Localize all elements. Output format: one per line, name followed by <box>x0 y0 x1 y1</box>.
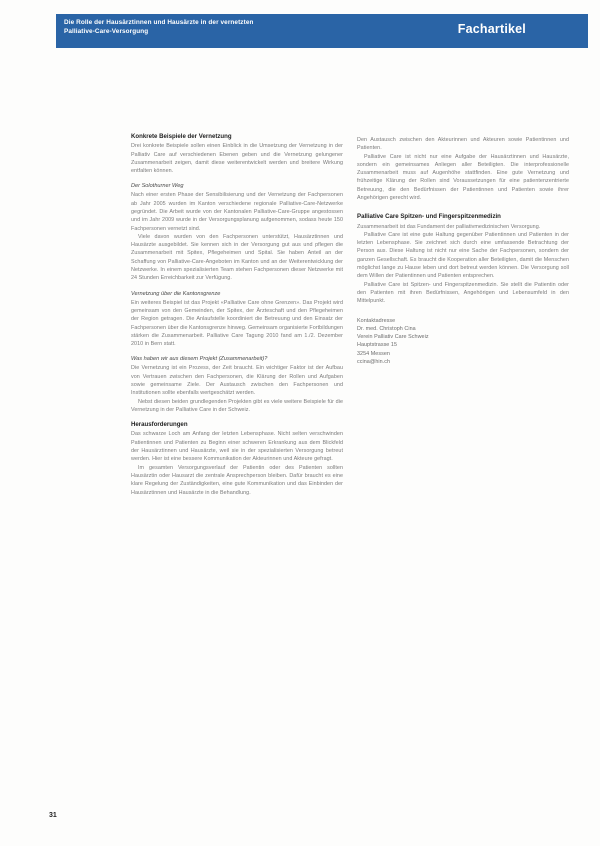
contact-email[interactable]: ccina@hin.ch <box>357 359 391 366</box>
contact-block <box>357 317 569 367</box>
header-banner <box>56 14 588 48</box>
paragraph: Viele davon wurden von den Fachpersonen unterstützt, Hausärztinnen und Hausärzte ausgebildet. Sie kennen sich in der Versorgung gut aus und pflegen die Zusammenarbeit mit Spitex, Pflegeheimen und Spital. Sie haben Anteil an der Schaffung von Palliative-Care-Angeboten im Kanton und an der Weiterentwicklung der Netzwerke. In einem spezialisierten Team stehen Fachpersonen dieser Netzwerke mit 24 Stunden Erreichbarkeit zur Verfügung. <box>131 233 343 282</box>
paragraph: Nebst diesen beiden grundlegenden Projekten gibt es viele weitere Beispiele für die Vernetzung in der Palliative Care in der Schweiz. <box>131 398 343 413</box>
paragraph: Palliative Care ist nicht nur eine Aufgabe der Hausärztinnen und Hausärzte, sondern ein gemeinsames Anliegen aller Beteiligten. Die interprofessionelle Zusammenarbeit muss auf Augenhöhe stattfinden. Eine gute Vernetzung und frühzeitige Klärung der Rollen sind Voraussetzungen für eine patientenzentrierte Betreuung, die den Bedürfnissen der Patientinnen und Patienten sowie ihrer Angehörigen gerecht wird. <box>357 153 569 202</box>
article-title-line-2: Palliative-Care-Versorgung <box>64 27 149 35</box>
heading-examples: Konkrete Beispiele der Vernetzung <box>131 133 232 140</box>
heading-challenges: Herausforderungen <box>131 421 188 429</box>
paragraph: Drei konkrete Beispiele sollen einen Einblick in die Umsetzung der Vernetzung in der Palliativ Care auf verschiedenen Ebenen geben und die Vernetzung gelungener Zusammenarbeit zeigen, damit diese weiterentwickelt werden und breitere Wirkung entfalten können. <box>131 143 343 175</box>
paragraph: Ein weiteres Beispiel ist das Projekt «Palliative Care ohne Grenzen». Das Projekt wird gemeinsam von den Gemeinden, der Spitex, der Ärzteschaft und den Pflegeheimen der Region getragen. Die Anlaufstelle koordiniert die Betreuung und den Einsatz der Fachpersonen über die Kantonsgrenze hinweg. Gemeinsam organisierte Fortbildungen stärken die Zusammenarbeit. Palliative Care Tagung 2010 fand am 1./2. Dezember 2010 in Bern statt. <box>131 299 343 348</box>
subheading-solothurn: Der Solothurner Weg <box>131 183 184 190</box>
heading-spitzenmedizin: Palliative Care Spitzen- und Fingerspitzenmedizin <box>357 213 501 221</box>
article-title-line-1: Die Rolle der Hausärztinnen und Hausärzte in der vernetzten <box>64 19 254 26</box>
article-title <box>64 19 364 36</box>
page-number: 31 <box>49 812 57 819</box>
paragraph: Nach einer ersten Phase der Sensibilisierung und der Vernetzung der Fachpersonen ab Jahr 2005 wurden im Kanton verschiedene regionale Palliative-Care-Netzwerke gegründet. Die Arbeit wurde von der Kantonalen Palliative-Care-Gruppe angestossen und im Jahr 2009 wurde in der Versorgungsplanung aufgenommen, sodass heute 150 Fachpersonen vernetzt sind. <box>131 192 343 232</box>
contact-street: Hauptstrasse 15 <box>357 342 398 349</box>
paragraph: Zusammenarbeit ist das Fundament der palliativmedizinischen Versorgung. <box>357 223 541 230</box>
paragraph: Palliative Care ist eine gute Haltung gegenüber Patientinnen und Patienten in der letzten Lebensphase. Sie zeichnet sich durch eine umfassende Betrachtung der Person aus. Diese Haltung ist nicht nur eine Sache der Fachpersonen, sondern der ganzen Gesellschaft. Es braucht die Kooperation aller Beteiligten, damit die Menschen möglichst lange zu Hause leben und dort betreut werden können. Die Versorgung soll dem Willen der Patientinnen und Patienten entsprechen. <box>357 231 569 280</box>
paragraph: Im gesamten Versorgungsverlauf der Patientin oder des Patienten sollten Hausärztin oder Hausarzt die zentrale Ansprechperson bleiben. Dafür braucht es eine klare Regelung der Zuständigkeiten, eine gute Kommunikation und das Einbinden der Hausärztinnen und Hausärzte in die Behandlung. <box>131 464 343 496</box>
contact-label: Kontaktadresse <box>357 317 396 324</box>
subheading-cross-border: Vernetzung über die Kantonsgrenze <box>131 290 221 297</box>
left-column <box>131 133 343 497</box>
contact-organisation: Verein Palliativ Care Schweiz <box>357 334 429 341</box>
paragraph: Den Austausch zwischen den Akteurinnen und Akteuren sowie Patientinnen und Patienten. <box>357 137 569 152</box>
contact-name: Dr. med. Christoph Cina <box>357 325 416 332</box>
contact-city: 3254 Messen <box>357 350 390 357</box>
paragraph: Palliative Care ist Spitzen- und Fingerspitzenmedizin. Sie stellt die Patientin oder den Patienten mit ihren Bedürfnissen, Angehörigen und Lebensumfeld in den Mittelpunkt. <box>357 281 569 305</box>
right-column <box>357 136 569 366</box>
subheading-lessons: Was haben wir aus diesem Projekt (Zusammenarbeit)? <box>131 356 268 363</box>
section-label: Fachartikel <box>457 22 526 36</box>
paragraph: Die Vernetzung ist ein Prozess, der Zeit braucht. Ein wichtiger Faktor ist der Aufbau von Vertrauen zwischen den Fachpersonen, die Klärung der Rollen und Aufgaben sowie gemeinsame Ziele. Der Austausch zwischen den Fachpersonen und Institutionen sollte ebenfalls wertgeschätzt werden. <box>131 365 343 397</box>
paragraph: Das schwarze Loch am Anfang der letzten Lebensphase. Nicht selten verschwinden Patientinnen und Patienten zu Beginn einer schweren Erkrankung aus dem Blickfeld der Hausärztinnen und Hausärzte, weil sie in der spezialisierten Versorgung betreut werden. Hier ist eine bessere Kommunikation der Akteurinnen und Akteure gefragt. <box>131 431 343 463</box>
